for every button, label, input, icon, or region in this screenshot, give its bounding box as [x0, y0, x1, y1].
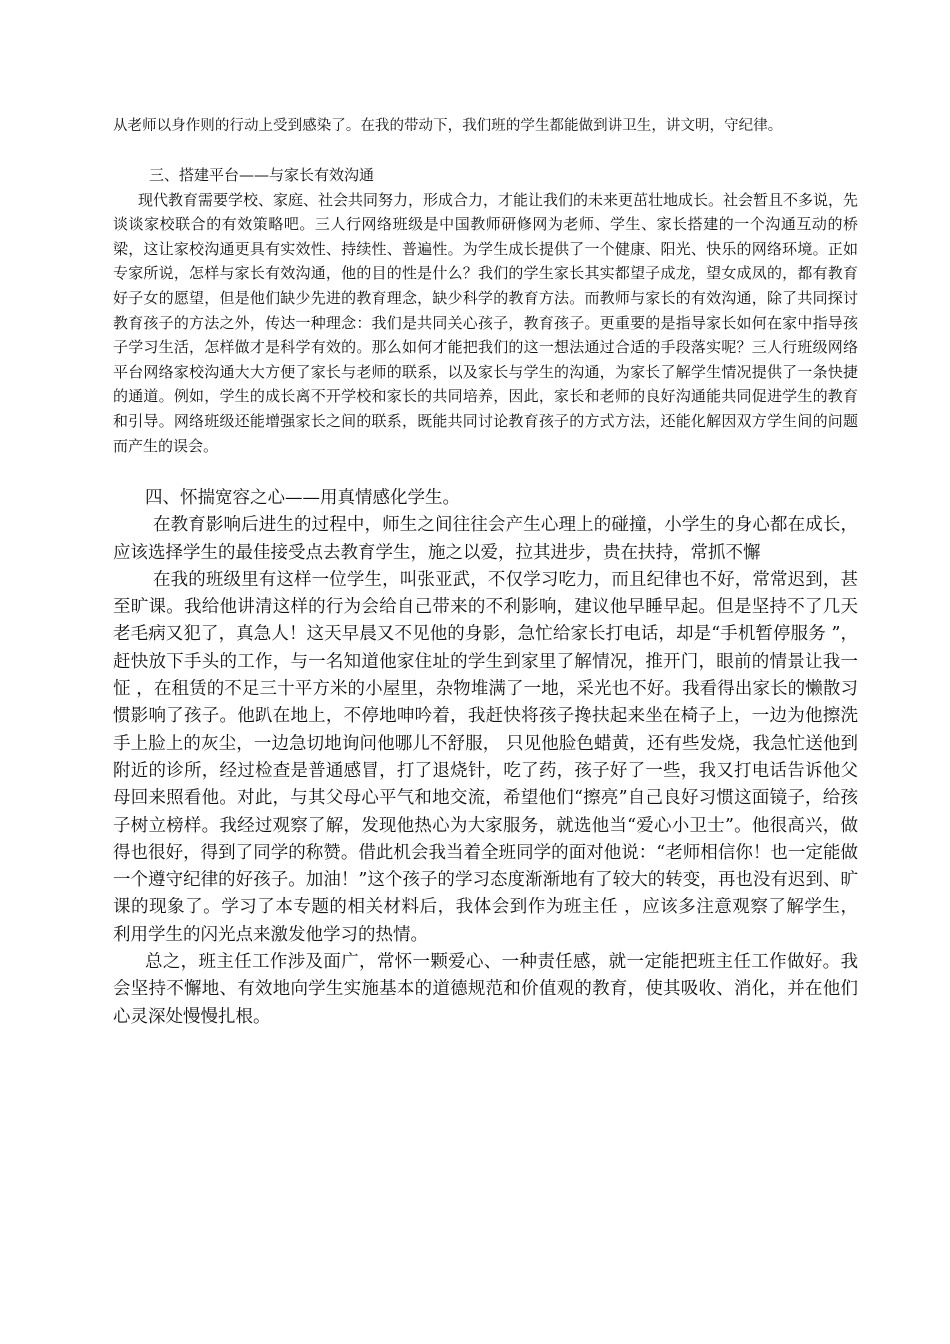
section-4-paragraph-1: 在教育影响后进生的过程中，师生之间往往会产生心理上的碰撞，小学生的身心都在成长，应该选择学生的最佳接受点去教育学生，施之以爱，拉其进步，贵在扶持，常抓不懈 [113, 515, 858, 563]
section-3-paragraph: 现代教育需要学校、家庭、社会共同努力，形成合力，才能让我们的未来更茁壮地成长。社会暂且不多说，先谈谈家校联合的有效策略吧。三人行网络班级是中国教师研修网为老师、学生、家长搭建的一个沟通互动的桥梁，这让家校沟通更具有实效性、持续性、普遍性。为学生成长提供了一个健康、阳光、快乐的网络环境。正如专家所说，怎样与家长有效沟通，他的目的性是什么？我们的学生家长其实都望子成龙，望女成凤的，都有教育好子女的愿望，但是他们缺少先进的教育理念，缺少科学的教育方法。而教师与家长的有效沟通，除了共同探讨教育孩子的方法之外，传达一种理念：我们是共同关心孩子，教育孩子。更重要的是指导家长如何在家中指导孩子学习生活，怎样做才是科学有效的。那么如何才能把我们的这一想法通过合适的手段落实呢？三人行班级网络平台网络家校沟通大大方便了家长与老师的联系，以及家长与学生的沟通，为家长了解学生情况提供了一条快捷的通道。例如，学生的成长离不开学校和家长的共同培养，因此，家长和老师的良好沟通能共同促进学生的教育和引导。网络班级还能增强家长之间的联系，既能共同讨论教育孩子的方式方法，还能化解因双方学生间的问题而产生的误会。 [113, 190, 859, 455]
section-3-heading: 三、搭建平台——与家长有效沟通 [149, 166, 375, 184]
continuation-line: 从老师以身作则的行动上受到感染了。在我的带动下，我们班的学生都能做到讲卫生，讲文明，守纪律。 [113, 118, 783, 134]
section-3 [113, 163, 858, 458]
section-4-paragraph-2: 在我的班级里有这样一位学生，叫张亚武，不仅学习吃力，而且纪律也不好，常常迟到，甚至旷课。我给他讲清这样的行为会给自己带来的不利影响，建议他早睡早起。但是坚持不了几天老毛病又犯了，真急人！这天早晨又不见他的身影，急忙给家长打电话，却是“手机暂停服务 ”，赶快放下手头的工作，与一名知道他家住址的学生到家里了解情况，推开门，眼前的情景让我一怔 ，在租赁的不足三十平方米的小屋里，杂物堆满了一地，采光也不好。我看得出家长的懒散习惯影响了孩子。他趴在地上，不停地呻吟着，我赶快将孩子搀扶起来坐在椅子上，一边为他擦洗手上脸上的灰尘，一边急切地询问他哪儿不舒服， 只见他脸色蜡黄，还有些发烧，我急忙送他到附近的诊所，经过检查是普通感冒，打了退烧针，吃了药，孩子好了一些，我又打电话告诉他父母回来照看他。对此，与其父母心平气和地交流，希望他们“擦亮”自己良好习惯这面镜子，给孩子树立榜样。我经过观察了解，发现他热心为大家服务，就选他当“爱心小卫士”。他很高兴，做得也很好，得到了同学的称赞。借此机会我当着全班同学的面对他说：“老师相信你！也一定能做一个遵守纪律的好孩子。加油！”这个孩子的学习态度渐渐地有了较大的转变，再也没有迟到、旷课的现象了。学习了本专题的相关材料后，我体会到作为班主任 ，应该多注意观察了解学生， 利用学生的闪光点来激发他学习的热情。 [113, 569, 858, 945]
section-4-paragraph-3: 总之，班主任工作涉及面广，常怀一颗爱心、一种责任感，就一定能把班主任工作做好。我会坚持不懈地、有效地向学生实施基本的道德规范和价值观的教育，使其吸收、消化，并在他们心灵深处慢慢扎根。 [113, 952, 858, 1027]
section-4 [113, 485, 858, 1031]
section-4-heading: 四、怀揣宽容之心——用真情感化学生。 [145, 488, 460, 508]
